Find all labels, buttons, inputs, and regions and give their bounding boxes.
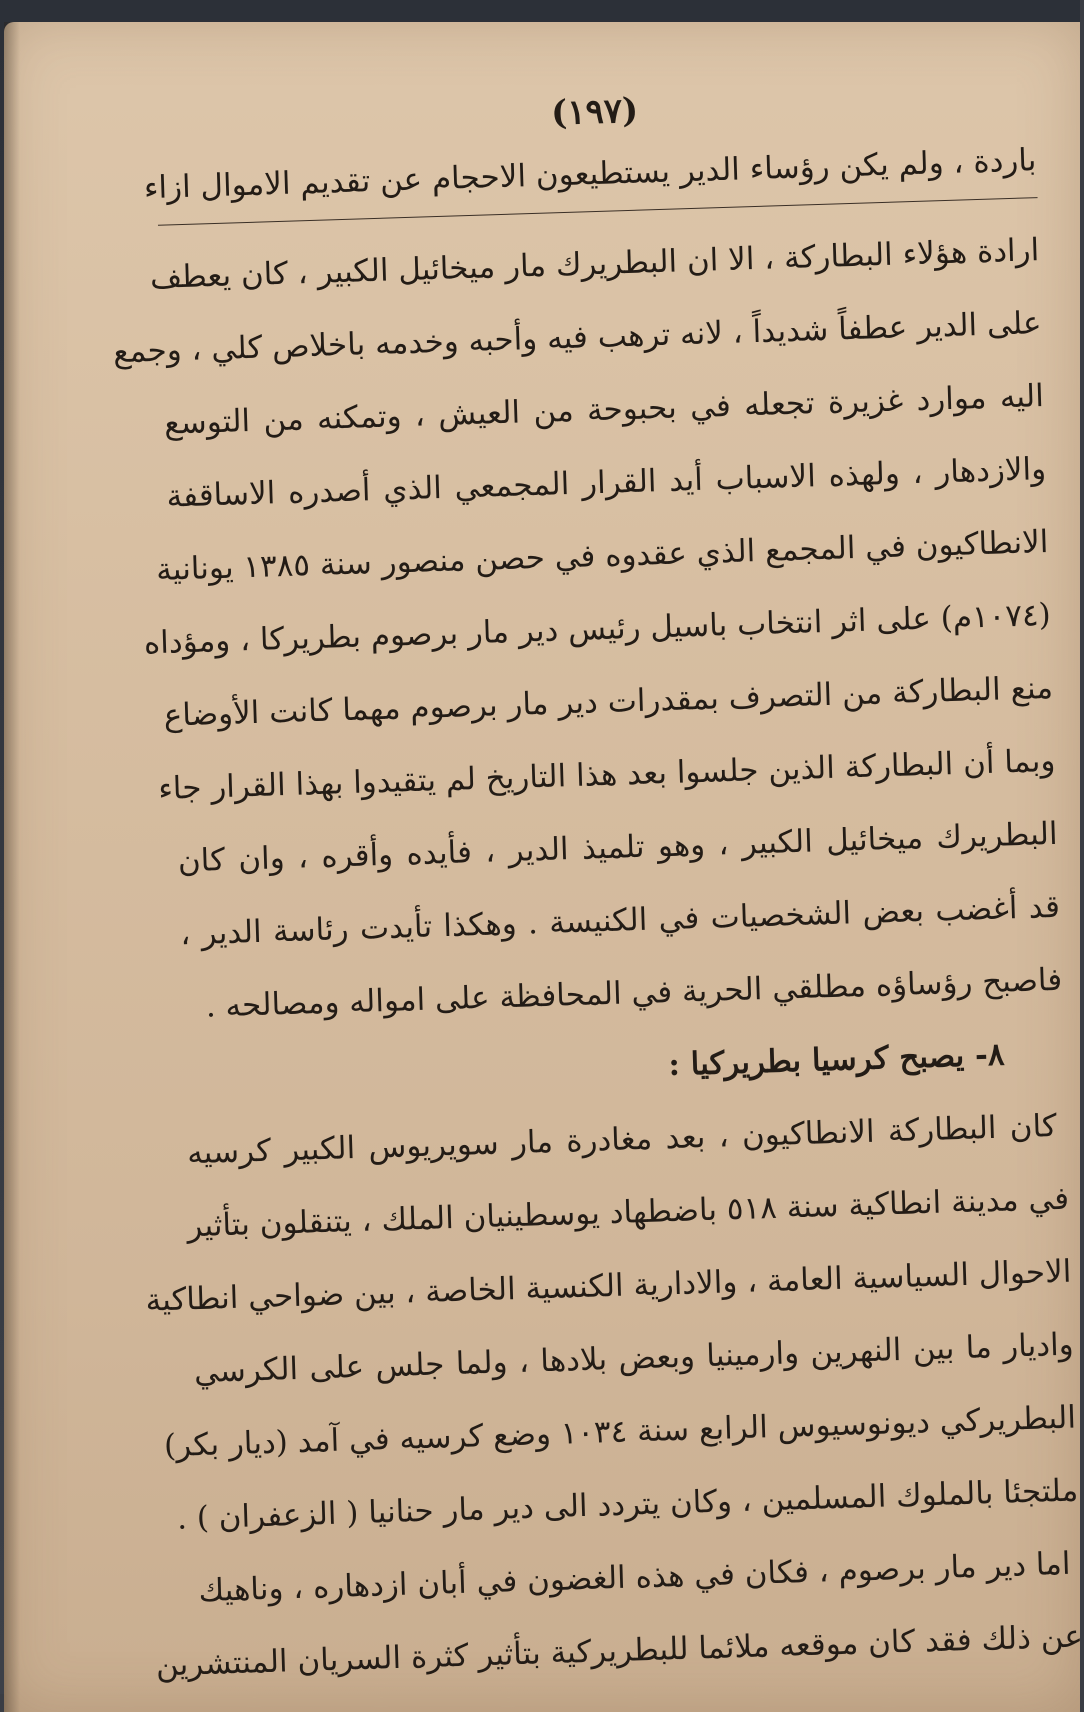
text-line: ملتجئا بالملوك المسلمين ، وكان يتردد الى دير مار حنانيا ( الزعفران ) . — [176, 1472, 1079, 1537]
text-line: عن ذلك فقد كان موقعه ملائما للبطريركية بتأثير كثرة السريان المنتشرين — [155, 1618, 1084, 1684]
text-line: البطريرك ميخائيل الكبير ، وهو تلميذ الدير ، فأيده وأقره ، وان كان — [177, 815, 1059, 880]
text-line: على الدير عطفاً شديداً ، لانه ترهب فيه وأحبه وخدمه باخلاص كلي ، وجمع — [112, 305, 1043, 371]
text-line: (١٠٧٤م) على اثر انتخاب باسيل رئيس دير مار برصوم بطريركا ، ومؤداه — [143, 596, 1052, 662]
binding-shadow — [4, 22, 20, 1712]
text-line: قد أغضب بعض الشخصيات في الكنيسة . وهكذا تأيدت رئاسة الدير ، — [179, 888, 1061, 953]
text-line: واديار ما بين النهرين وارمينيا وبعض بلادها ، ولما جلس على الكرسي — [193, 1326, 1075, 1391]
text-line: في مدينة انطاكية سنة ٥١٨ باضطهاد يوسطينيان الملك ، يتنقلون بتأثير — [186, 1180, 1070, 1245]
text-line: فاصبح رؤساؤه مطلقي الحرية في المحافظة على امواله ومصالحه . — [205, 961, 1063, 1025]
page-sheet — [4, 22, 1084, 1712]
text-line: البطريركي ديونوسيوس الرابع سنة ١٠٣٤ وضع كرسيه في آمد (ديار بكر) — [163, 1399, 1077, 1465]
text-line: كان البطاركة الانطاكيون ، بعد مغادرة مار سويريوس الكبير كرسيه — [186, 1107, 1058, 1172]
text-line: الانطاكيون في المجمع الذي عقدوه في حصن منصور سنة ١٣٨٥ يونانية — [155, 523, 1049, 588]
page-content — [112, 78, 1084, 1701]
text-line: وبما أن البطاركة الذين جلسوا بعد هذا التاريخ لم يتقيدوا بهذا القرار جاء — [157, 742, 1056, 808]
page-number: (١٩٧) — [550, 90, 639, 134]
text-line: اما دير مار برصوم ، فكان في هذه الغضون في أبان ازدهاره ، وناهيك — [198, 1545, 1072, 1610]
text-line: باردة ، ولم يكن رؤساء الدير يستطيعون الاحجام عن تقديم الاموال ازاء — [143, 142, 1037, 207]
text-line: اليه موارد غزيرة تجعله في بحبوحة من العيش ، وتمكنه من التوسع — [163, 378, 1045, 442]
text-line: ارادة هؤلاء البطاركة ، الا ان البطريرك مار ميخائيل الكبير ، كان يعطف — [149, 232, 1040, 297]
text-line: منع البطاركة من التصرف بمقدرات دير مار برصوم مهما كانت الأوضاع — [163, 669, 1054, 734]
text-line: الاحوال السياسية العامة ، والادارية الكنسية الخاصة ، بين ضواحي انطاكية — [144, 1253, 1072, 1319]
section-heading: ٨- يصبح كرسيا بطريركيا : — [667, 1036, 1006, 1084]
text-line: والازدهار ، ولهذه الاسباب أيد القرار المجمعي الذي أصدره الاساقفة — [165, 450, 1047, 515]
